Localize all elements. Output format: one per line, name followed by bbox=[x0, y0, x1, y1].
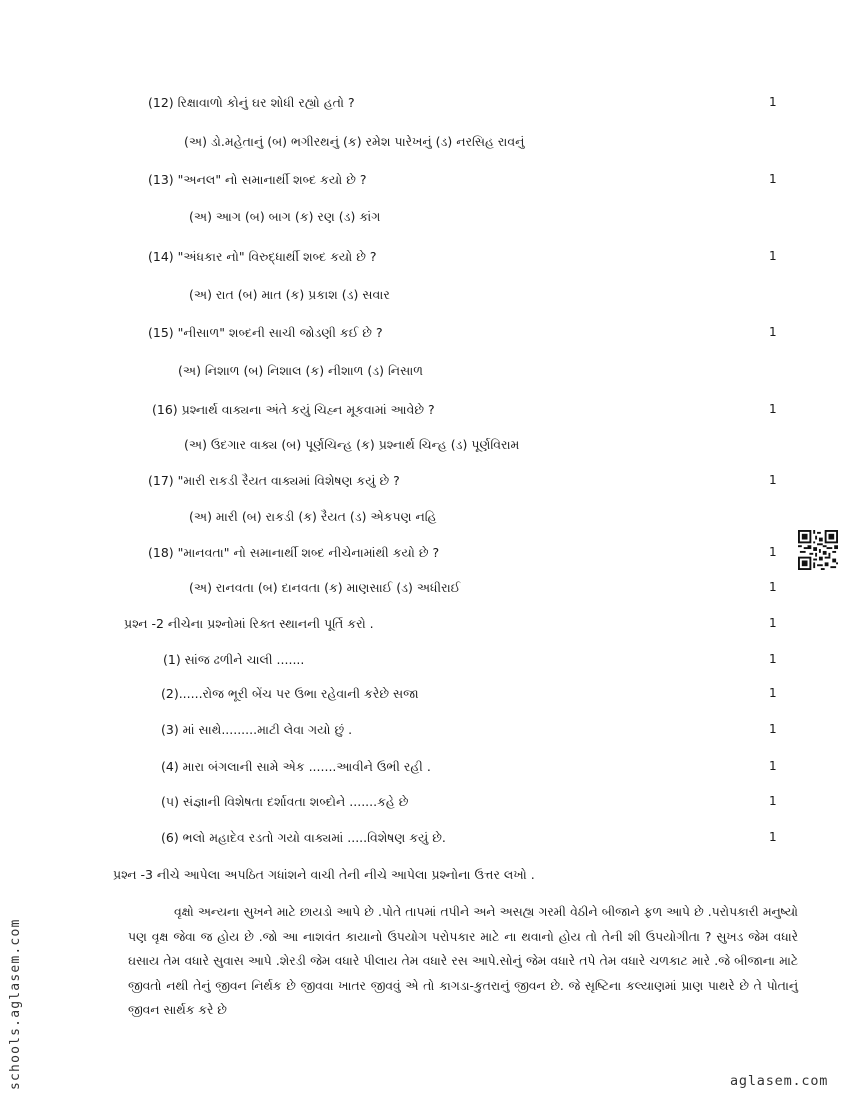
section-heading: પ્રશ્ન -3 નીચે આપેલા અપઠિત ગધાંશને વાચી તેની નીચે આપેલા પ્રશ્નોના ઉત્તર લખો . bbox=[113, 867, 535, 882]
question-options: (અ) ડો.મહેતાનું (બ) ભગીરથનું (ક) રમેશ પારેખનું (ડ) નરસિહ રાવનું bbox=[184, 134, 525, 149]
question-text: (13) "અનલ" નો સમાનાર્થી શબ્દ કયો છે ? bbox=[148, 172, 367, 187]
question-options: (અ) રાનવતા (બ) દાનવતા (ક) માણસાઈ (ડ) અધીરાઈ bbox=[189, 580, 461, 595]
fill-blank-mark: 1 bbox=[769, 722, 777, 736]
fill-blank-item: (1) સાંજ ઢળીને ચાલી ....... bbox=[163, 652, 305, 667]
fill-blank-item: (3) માં સાથે.........માટી લેવા ગયો છું . bbox=[161, 722, 353, 737]
fill-blank-mark: 1 bbox=[769, 794, 777, 808]
question-text: (16) પ્રશ્નાર્થ વાક્યના અંતે કયું ચિહ્ન મૂકવામાં આવેછે ? bbox=[152, 402, 435, 417]
fill-blank-mark: 1 bbox=[769, 652, 777, 666]
question-text: (12) રિક્ષાવાળો કોનું ઘર શોધી રહ્યો હતો ? bbox=[148, 95, 355, 110]
fill-blank-item: (૫) સંજ્ઞાની વિશેષતા દર્શાવતા શબ્દોને .......કહે છે bbox=[161, 794, 409, 809]
fill-blank-mark: 1 bbox=[769, 686, 777, 700]
question-mark: 1 bbox=[769, 172, 777, 186]
qr-code-icon bbox=[798, 530, 838, 570]
side-watermark: schools.aglasem.com bbox=[8, 918, 23, 1090]
question-options: (અ) ઉદગાર વાક્ય (બ) પૂર્ણચિન્હ (ક) પ્રશ્નાર્થ ચિન્હ (ડ) પૂર્ણવિરામ bbox=[184, 437, 520, 452]
fill-blank-item: (4) મારા બંગલાની સામે એક .......આવીને ઉભી રહી . bbox=[161, 759, 431, 774]
question-options-mark: 1 bbox=[769, 580, 777, 594]
bottom-watermark: aglasem.com bbox=[730, 1073, 829, 1089]
section-heading-mark: 1 bbox=[769, 616, 777, 630]
question-mark: 1 bbox=[769, 95, 777, 109]
question-options: (અ) નિશાળ (બ) નિશાલ (ક) નીશાળ (ડ) નિસાળ bbox=[178, 363, 424, 378]
fill-blank-mark: 1 bbox=[769, 830, 777, 844]
question-options: (અ) મારી (બ) રાકડી (ક) રૈયત (ડ) એકપણ નહિ bbox=[189, 509, 437, 524]
question-text: (18) "માનવતા" નો સમાનાર્થી શબ્દ નીચેનામાંથી કયો છે ? bbox=[148, 545, 440, 560]
question-mark: 1 bbox=[769, 545, 777, 559]
question-mark: 1 bbox=[769, 402, 777, 416]
question-text: (15) "નીસાળ" શબ્દની સાચી જોડણી કઈ છે ? bbox=[148, 325, 383, 340]
question-text: (14) "અંધકાર નો" વિરુદ્ધાર્થી શબ્દ કયો છે ? bbox=[148, 249, 377, 264]
question-options: (અ) રાત (બ) માત (ક) પ્રકાશ (ડ) સવાર bbox=[189, 287, 390, 302]
fill-blank-item: (2)......રોજ ભૂરી બેંચ પર ઉભા રહેવાની કરેછે સજા bbox=[161, 686, 419, 701]
section-heading: પ્રશ્ન -2 નીચેના પ્રશ્નોમાં રિક્ત સ્થાનની પૂર્તિ કરો . bbox=[124, 616, 374, 631]
fill-blank-mark: 1 bbox=[769, 759, 777, 773]
question-options: (અ) આગ (બ) બાગ (ક) રણ (ડ) કાંગ bbox=[189, 209, 381, 224]
unseen-passage: વૃક્ષો અન્યના સુખને માટે છાયડો આપે છે .પોતે તાપમાં તપીને અને અસહ્ય ગરમી વેઠીને બીજાને ફળ આપે છે .પરોપકારી મનુષ્યો પણ વૃક્ષ જેવા જ હોય છે .જો આ નાશવંત કાયાનો ઉપયોગ પરોપકાર માટે ના થવાનો હોય તો તેની શી ઉપયોગીતા ? સુખડ જેમ વધારે ઘસાય તેમ વધારે સુવાસ આપે .શેરડી જેમ વધારે પીલાય તેમ વધારે રસ આપે.સોનું જેમ વધારે તપે તેમ વધારે ચળકાટ મારે .જે બીજાના માટે જીવતો નથી તેનું જીવન નિર્થક છે જીવવા ખાતર જીવવું એ તો કાગડા-કુતરાનું જીવન છે. જે સૃષ્ટિના કલ્યાણમાં પ્રાણ પાથરે છે તે પોતાનું જીવન સાર્થક કરે છે bbox=[128, 905, 798, 1017]
question-mark: 1 bbox=[769, 473, 777, 487]
question-text: (17) "મારી રાકડી રૈયત વાક્યમાં વિશેષણ કયું છે ? bbox=[148, 473, 400, 488]
question-mark: 1 bbox=[769, 249, 777, 263]
question-mark: 1 bbox=[769, 325, 777, 339]
fill-blank-item: (6) ભલો મહાદેવ રડતો ગયો વાક્યમાં .....વિશેષણ કયું છે. bbox=[161, 830, 446, 845]
